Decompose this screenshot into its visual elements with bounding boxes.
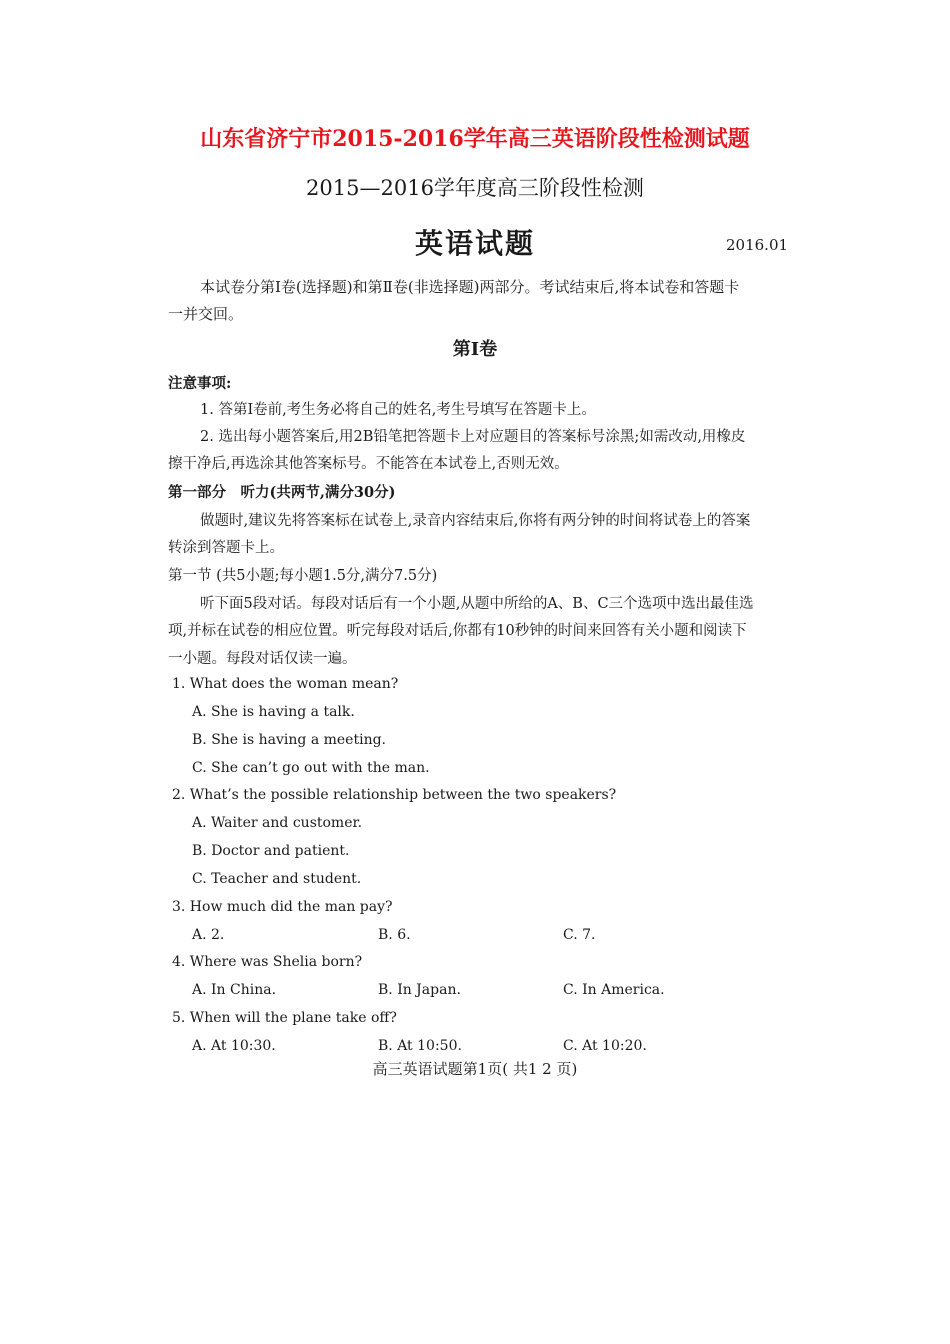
- question-1-stem: 1. What does the woman mean?: [172, 676, 399, 692]
- notes-item-2-line-1: 2. 选出每小题答案后,用2B铅笔把答题卡上对应题目的答案标号涂黑;如需改动,用橡皮: [200, 429, 746, 445]
- page-footer: 高三英语试题第1页( 共1 2 页): [372, 1060, 578, 1078]
- question-3-option-a: A. 2.: [192, 927, 225, 943]
- intro-paragraph: [168, 274, 780, 328]
- question-4-stem: 4. Where was Shelia born?: [172, 954, 363, 970]
- section-1-line-3: 一小题。每段对话仅读一遍。: [168, 651, 357, 667]
- exam-main-title: 英语试题: [414, 227, 535, 260]
- question-1-option-b: B. She is having a meeting.: [192, 732, 386, 748]
- part-one-desc-line-1: 做题时,建议先将答案标在试卷上,录音内容结束后,你将有两分钟的时间将试卷上的答案: [200, 513, 751, 529]
- intro-line-1: 本试卷分第Ⅰ卷(选择题)和第Ⅱ卷(非选择题)两部分。考试结束后,将本试卷和答题卡: [200, 278, 740, 296]
- question-3-option-c: C. 7.: [563, 927, 596, 943]
- question-4-option-a: A. In China.: [192, 982, 277, 998]
- section-1-line-1: 听下面5段对话。每段对话后有一个小题,从题中所给的A、B、C三个选项中选出最佳选: [200, 596, 754, 612]
- notes-item-1: 1. 答第Ⅰ卷前,考生务必将自己的姓名,考生号填写在答题卡上。: [200, 402, 596, 418]
- question-4-option-b: B. In Japan.: [378, 982, 461, 998]
- question-2-option-a: A. Waiter and customer.: [192, 815, 363, 831]
- section-one-title: 第Ⅰ卷: [452, 339, 498, 360]
- question-2-stem: 2. What’s the possible relationship between the two speakers?: [172, 787, 617, 803]
- notes-item-2-line-2: 擦干净后,再选涂其他答案标号。不能答在本试卷上,否则无效。: [168, 456, 569, 472]
- notes-heading: 注意事项:: [168, 375, 232, 392]
- question-5-option-a: A. At 10:30.: [192, 1038, 276, 1054]
- question-1-option-a: A. She is having a talk.: [192, 704, 355, 720]
- question-1-option-c: C. She can’t go out with the man.: [192, 760, 430, 776]
- question-2-option-c: C. Teacher and student.: [192, 871, 362, 887]
- exam-subtitle: 2015—2016学年度高三阶段性检测: [306, 176, 644, 200]
- question-5-option-c: C. At 10:20.: [563, 1038, 647, 1054]
- question-3-stem: 3. How much did the man pay?: [172, 899, 393, 915]
- intro-line-2: 一并交回。: [168, 305, 244, 323]
- question-5-stem: 5. When will the plane take off?: [172, 1010, 397, 1026]
- section-1-line-2: 项,并标在试卷的相应位置。听完每段对话后,你都有10秒钟的时间来回答有关小题和阅读下: [168, 623, 747, 639]
- exam-date: 2016.01: [726, 236, 789, 254]
- question-4-option-c: C. In America.: [563, 982, 665, 998]
- question-3-option-b: B. 6.: [378, 927, 411, 943]
- question-2-option-b: B. Doctor and patient.: [192, 843, 350, 859]
- section-1-heading: 第一节 (共5小题;每小题1.5分,满分7.5分): [168, 568, 438, 584]
- part-one-desc-line-2: 转涂到答题卡上。: [168, 540, 284, 556]
- question-5-option-b: B. At 10:50.: [378, 1038, 462, 1054]
- part-one-heading: 第一部分 听力(共两节,满分30分): [168, 484, 396, 501]
- document-red-title: 山东省济宁市2015-2016学年高三英语阶段性检测试题: [200, 126, 750, 152]
